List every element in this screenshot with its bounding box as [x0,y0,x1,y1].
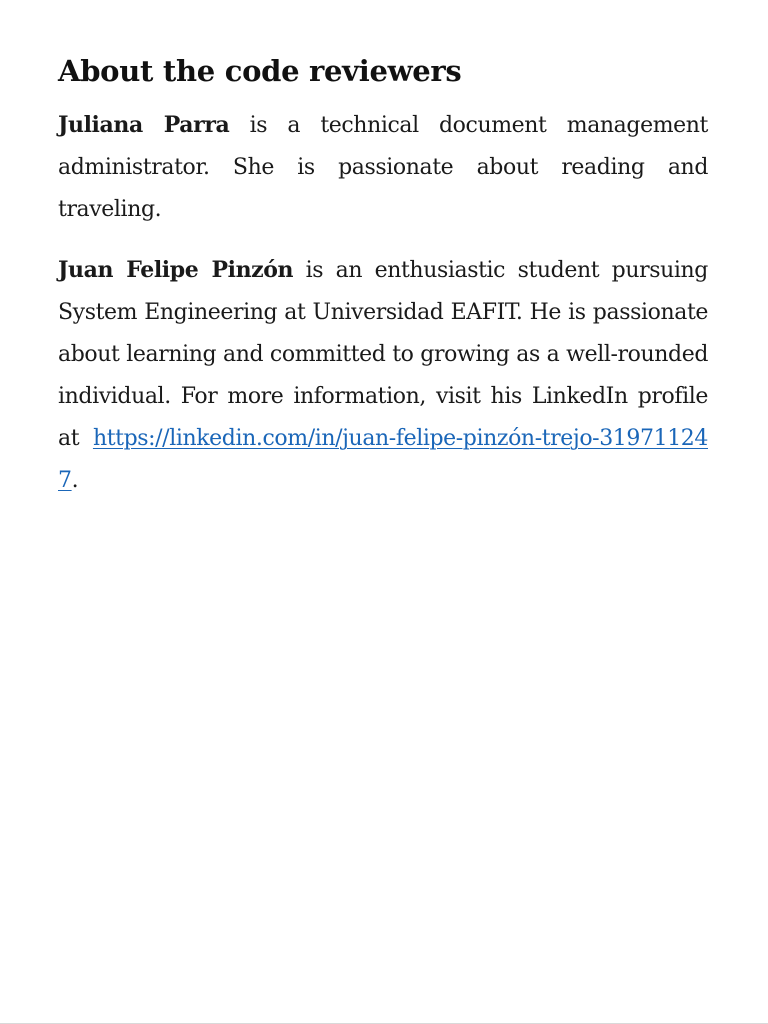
reviewer-paragraph-juliana [58,104,708,231]
reviewer-paragraph-juan [58,249,708,502]
section-heading: About the code reviewers [58,54,462,88]
reviewer-bio: is an enthusiastic student pursuing System Engineering at Universidad EAFIT. He is passionate about learning and committed to growing as a well-rounded individual. For more information, visit his LinkedIn profile at [58,258,708,451]
sentence-end: . [71,468,79,493]
linkedin-profile-link[interactable]: https://linkedin.com/in/juan-felipe-pinzón-trejo-319711247 [58,426,708,493]
reviewer-bio: is a technical document management administrator. She is passionate about reading and traveling. [58,113,708,222]
reviewer-name: Juliana Parra [58,112,230,138]
reviewer-name: Juan Felipe Pinzón [58,257,294,283]
document-page [58,48,708,520]
